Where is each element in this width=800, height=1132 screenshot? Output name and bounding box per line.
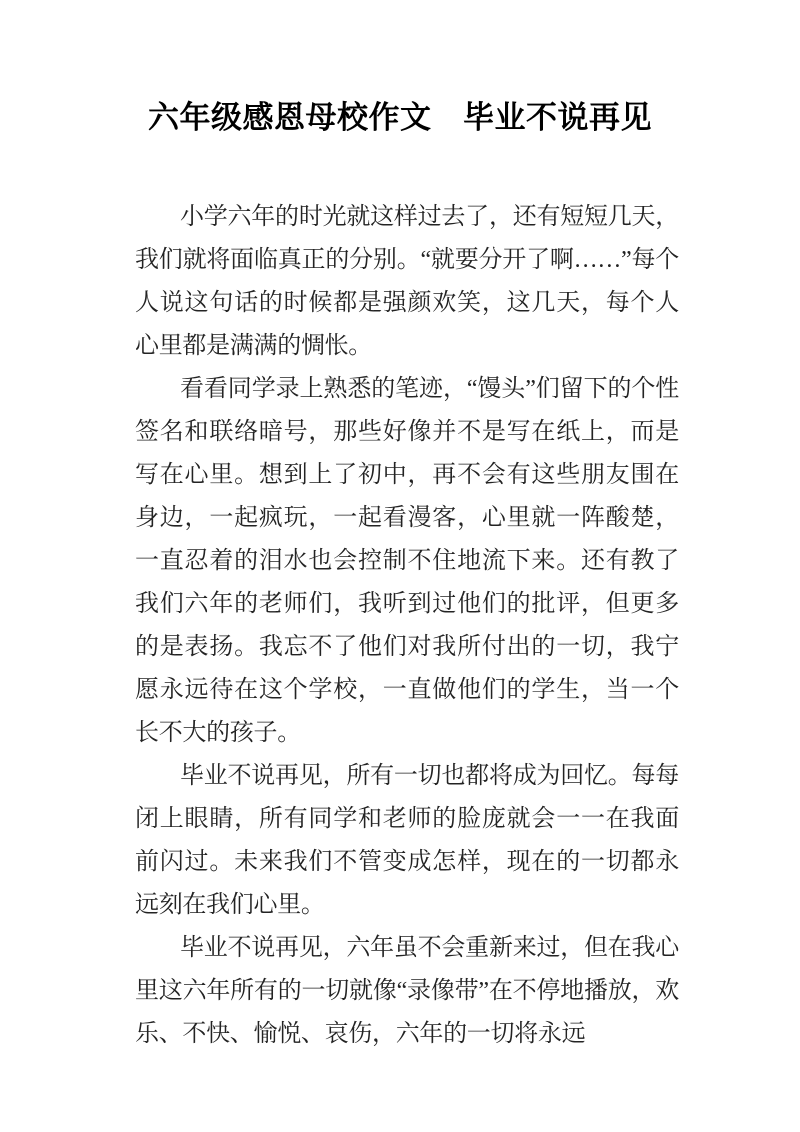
essay-paragraph: 看看同学录上熟悉的笔迹，“馒头”们留下的个性签名和联络暗号，那些好像并不是写在纸上，而是写在心里。想到上了初中，再不会有这些朋友围在身边，一起疯玩，一起看漫客，心里就一阵酸楚，一直忍着的泪水也会控制不住地流下来。还有教了我们六年的老师们，我听到过他们的批评，但更多的是表扬。我忘不了他们对我所付出的一切，我宁愿永远待在这个学校，一直做他们的学生，当一个长不大的孩子。 [135, 376, 679, 746]
essay-paragraph: 毕业不说再见，所有一切也都将成为回忆。每每闭上眼睛，所有同学和老师的脸庞就会一一在我面前闪过。未来我们不管变成怎样，现在的一切都永远刻在我们心里。 [135, 763, 679, 918]
essay-paragraph: 毕业不说再见，六年虽不会重新来过，但在我心里这六年所有的一切就像“录像带”在不停地播放，欢乐、不快、愉悦、哀伤，六年的一切将永远 [135, 935, 679, 1047]
essay-paragraph: 小学六年的时光就这样过去了，还有短短几天，我们就将面临真正的分别。“就要分开了啊……”每个人说这句话的时候都是强颜欢笑，这几天，每个人心里都是满满的惆怅。 [135, 204, 679, 359]
essay-title: 六年级感恩母校作文 毕业不说再见 [148, 100, 652, 135]
essay-body [135, 196, 679, 1056]
